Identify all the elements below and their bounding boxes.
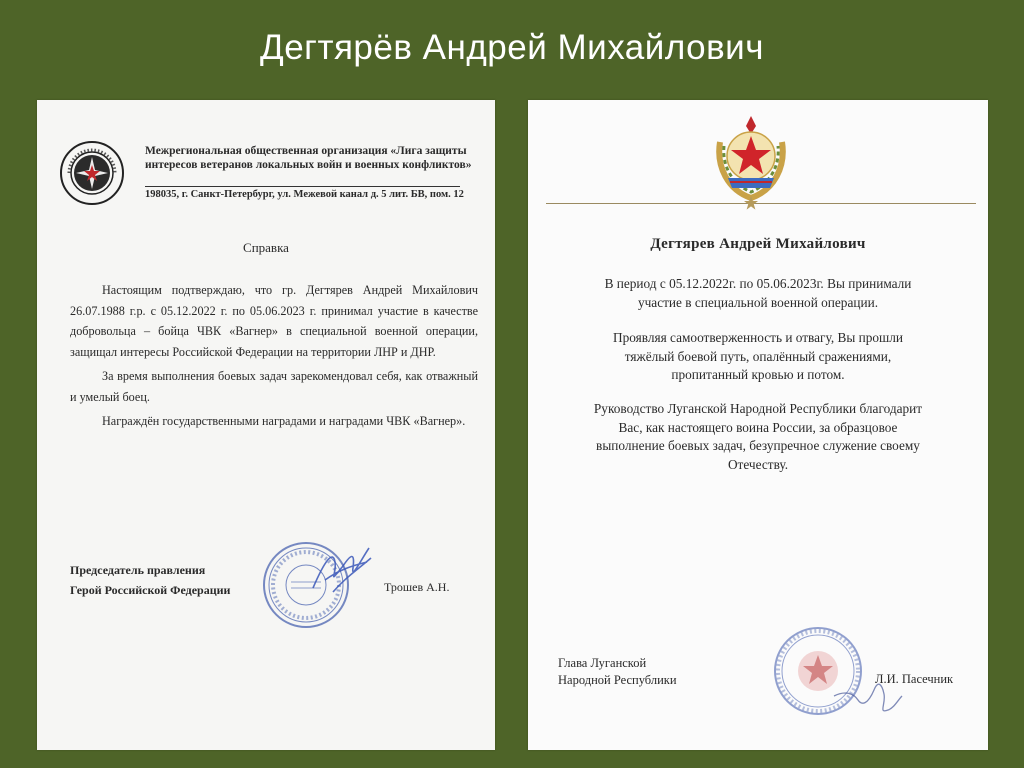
letter-line: Отечеству. [727, 456, 789, 472]
letter-line: Проявляя самоотверженность и отвагу, Вы прошли [612, 330, 904, 345]
letter-line: участие в специальной военной операции. [637, 294, 879, 310]
letter-line: выполнение боевых задач, безупречное служение своему [596, 438, 920, 453]
letter-paragraph [546, 275, 970, 312]
veterans-league-certificate [37, 100, 495, 750]
letter-line: Вас, как настоящего воина России, за образцовое [618, 419, 898, 435]
certificate-body [70, 280, 478, 436]
signer-position [70, 560, 270, 600]
certificate-paragraph: За время выполнения боевых задач зарекомендовал себя, как отважный и умелый боец. [70, 369, 478, 404]
organization-address: 198035, г. Санкт-Петербург, ул. Межевой канал д. 5 лит. БВ, пом. 12 [145, 189, 464, 200]
header-divider [145, 186, 460, 187]
certificate-paragraph: Награждён государственными наградами и наградами ЧВК «Вагнер». [102, 414, 466, 428]
letter-line: В период с 05.12.2022г. по 05.06.2023г. Вы принимали [604, 276, 912, 291]
star-ornament-icon [744, 196, 758, 210]
signer-position [558, 655, 718, 689]
lnr-coat-of-arms-icon [706, 112, 796, 202]
letter-line: Руководство Луганской Народной Республики благодарит [593, 401, 923, 416]
letter-paragraph [546, 329, 970, 385]
signer-position-line: Народной Республики [558, 673, 677, 687]
organization-name: Межрегиональная общественная организация «Лига защиты интересов ветеранов локальных войн и военных конфликтов» [145, 145, 472, 171]
signer-position-line: Председатель правления [70, 563, 206, 577]
letter-line: пропитанный кровью и потом. [671, 367, 845, 382]
veterans-league-logo-icon [59, 140, 125, 206]
certificate-paragraph: Настоящим подтверждаю, что гр. Дегтярев Андрей Михайлович 26.07.1988 г.р. с 05.12.2022 г. по 05.06.2023 г. принимал участие в качестве добровольца – бойца ЧВК «Вагнер» в специальной военной операции, защищал интересы Российской Федерации на территории ЛНР и ДНР. [70, 283, 478, 359]
signer-name: Трошев А.Н. [384, 580, 450, 594]
slide-title: Дегтярёв Андрей Михайлович [260, 28, 764, 67]
signer-position-line: Герой Российской Федерации [70, 583, 231, 597]
signer-name: Л.И. Пасечник [875, 672, 954, 686]
letter-line: тяжёлый боевой путь, опалённый сражениями, [624, 348, 892, 364]
handwritten-signature-icon [305, 540, 375, 600]
letter-paragraph [546, 400, 970, 474]
lnr-gratitude-letter [528, 100, 988, 750]
header-divider [546, 203, 976, 204]
signer-position-line: Глава Луганской [558, 656, 647, 670]
recipient-name: Дегтярев Андрей Михайлович [650, 236, 866, 252]
handwritten-signature-icon [828, 660, 908, 720]
document-heading: Справка [243, 240, 289, 255]
